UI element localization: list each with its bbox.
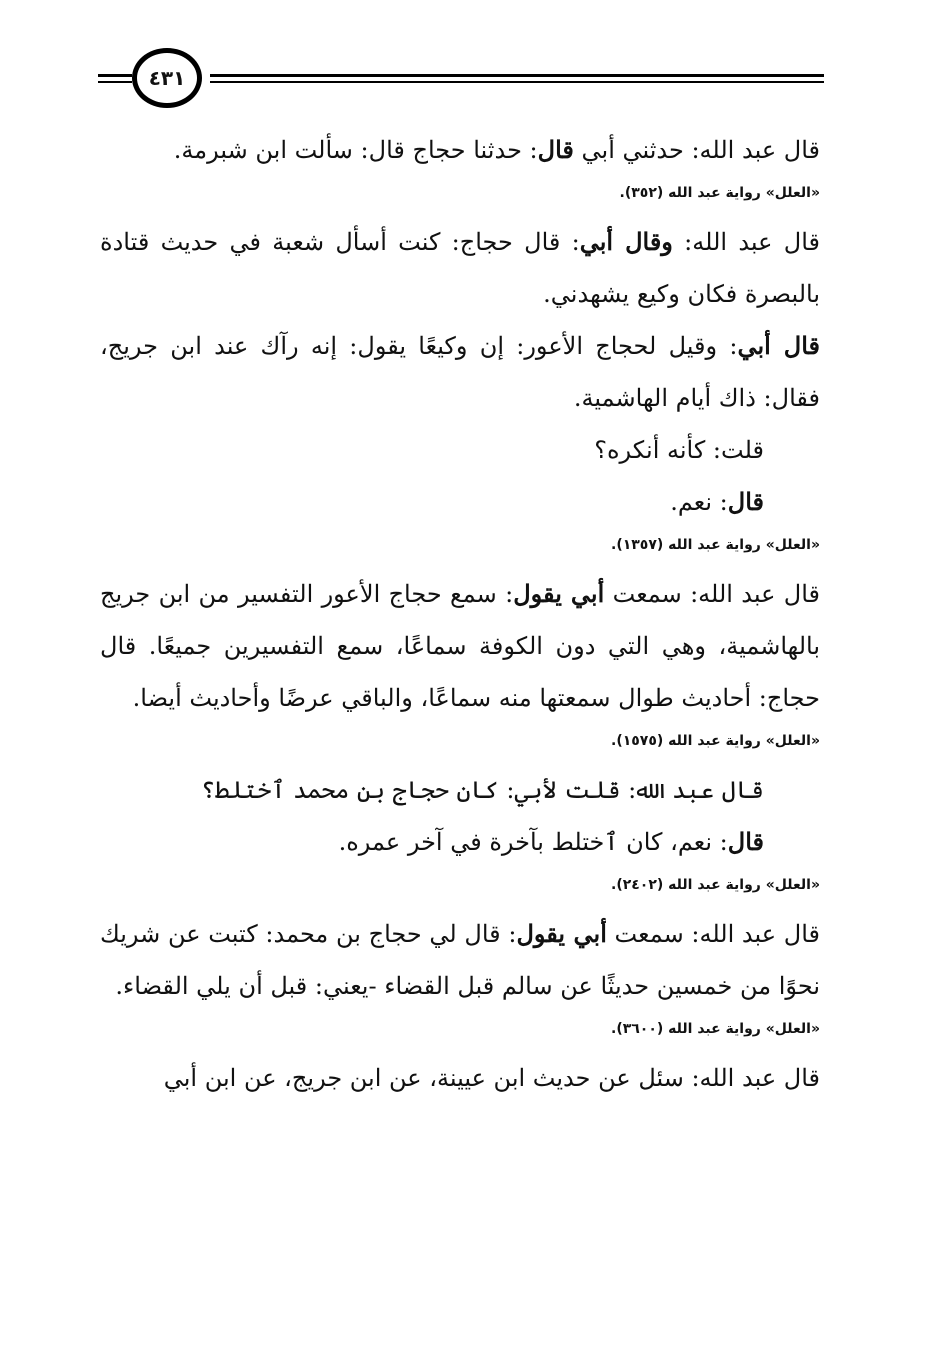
header-rule <box>98 81 132 83</box>
header-rule <box>210 74 824 77</box>
page-body <box>100 124 820 1104</box>
source-citation: «العلل» رواية عبد الله (٣٥٢). <box>619 185 820 201</box>
text-paragraph <box>100 476 820 528</box>
text-paragraph <box>100 568 820 724</box>
text-paragraph <box>100 216 820 320</box>
text-run: : نعم. <box>670 488 728 516</box>
text-paragraph <box>100 424 820 476</box>
bold-phrase: قال أبي <box>737 331 820 360</box>
text-run: قال عبد الله: <box>672 228 820 256</box>
source-citation: «العلل» رواية عبد الله (٢٤٠٢). <box>611 877 820 893</box>
source-citation: «العلل» رواية عبد الله (١٣٥٧). <box>611 537 820 553</box>
bold-phrase: أبي يقول <box>516 919 607 948</box>
text-run: : وقيل لحجاج الأعور: إن وكيعًا يقول: إنه رآك عند ابن جريج، فقال: ذاك أيام الهاشمية. <box>100 332 820 412</box>
bold-phrase: قال <box>727 487 764 516</box>
text-run: : سمع حجاج الأعور التفسير من ابن جريج بالهاشمية، وهي التي دون الكوفة سماعًا، سمع التفسيرين جميعًا. قال حجاج: أحاديث طوال سمعتها منه سماعًا، والباقي عرضًا وأحاديث أيضا. <box>100 580 820 712</box>
page-number: ٤٣١ <box>132 48 202 108</box>
page-header <box>98 48 824 112</box>
text-run: : قال لي حجاج بن محمد: كتبت عن شريك نحوًا من خمسين حديثًا عن سالم قبل القضاء -يعني: قبل أن يلي القضاء. <box>100 920 820 1000</box>
text-run: قال عبد الله: سمعت <box>606 920 820 948</box>
text-paragraph <box>100 764 820 816</box>
bold-phrase: وقال أبي <box>579 227 673 256</box>
text-run: قال عبد الله: سمعت <box>604 580 821 608</box>
text-run: : حدثنا حجاج قال: سألت ابن شبرمة. <box>173 136 538 164</box>
text-paragraph <box>100 124 820 176</box>
text-run: : نعم، كان ٱختلط بآخرة في آخر عمره. <box>338 828 728 856</box>
text-run: : قال حجاج: كنت أسأل شعبة في حديث قتادة بالبصرة فكان وكيع يشهدني. <box>100 228 820 308</box>
header-rule <box>210 81 824 83</box>
source-citation: «العلل» رواية عبد الله (١٥٧٥). <box>611 733 820 749</box>
bold-phrase: قال <box>727 827 764 856</box>
text-paragraph <box>100 320 820 424</box>
text-run: قال عبد الله: حدثني أبي <box>573 136 820 164</box>
text-run: قلت: كأنه أنكره؟ <box>594 436 764 464</box>
text-paragraph <box>100 1052 820 1104</box>
text-run: قال عبد الله: قلت لأبي: كان حجاج بن محمد ٱختلط؟ <box>201 776 764 804</box>
text-run: قال عبد الله: سئل عن حديث ابن عيينة، عن ابن جريج، عن ابن أبي <box>163 1064 820 1092</box>
header-rule <box>98 74 132 77</box>
bold-phrase: قال <box>537 135 574 164</box>
text-paragraph <box>100 908 820 1012</box>
source-citation: «العلل» رواية عبد الله (٣٦٠٠). <box>611 1021 820 1037</box>
bold-phrase: أبي يقول <box>513 579 605 608</box>
text-paragraph <box>100 816 820 868</box>
